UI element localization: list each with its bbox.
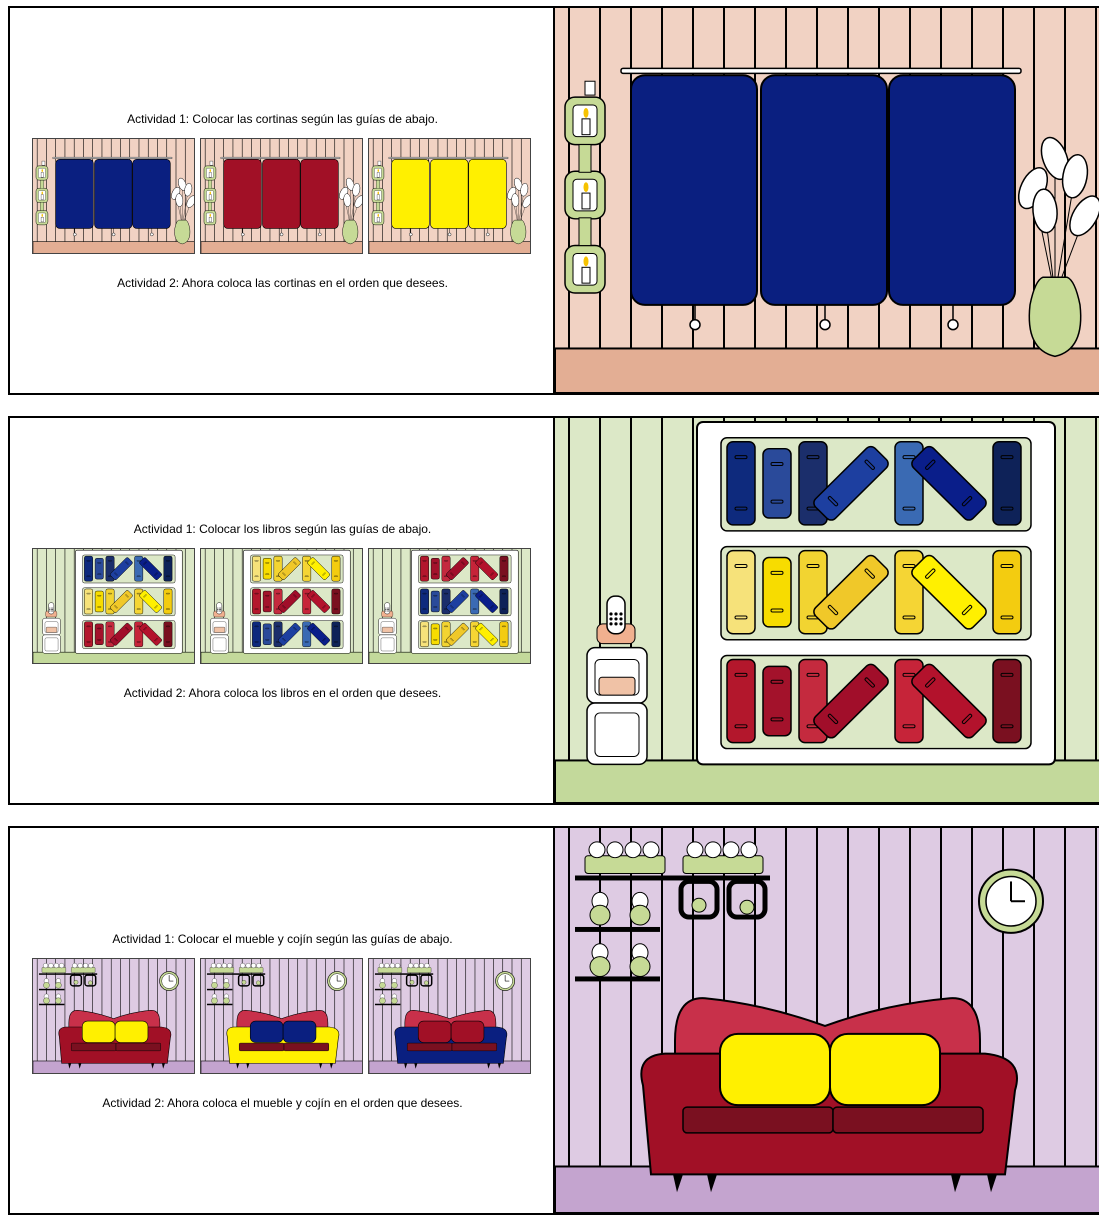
shelf-link bbox=[376, 180, 380, 188]
book bbox=[95, 591, 103, 612]
curtain-pull-knob bbox=[820, 320, 830, 330]
book bbox=[993, 659, 1021, 742]
candle-icon bbox=[565, 171, 605, 219]
cushion bbox=[283, 1021, 316, 1042]
candle-icon bbox=[204, 211, 216, 225]
plant-pot-icon bbox=[223, 978, 229, 988]
planter bbox=[71, 967, 95, 972]
vase-icon bbox=[343, 220, 358, 244]
book bbox=[727, 442, 755, 525]
book bbox=[431, 624, 439, 645]
succulent bbox=[625, 842, 641, 858]
seat-cushion bbox=[239, 1043, 284, 1051]
planter bbox=[683, 856, 763, 874]
plant-pot-icon bbox=[55, 978, 61, 988]
plant-pot-icon bbox=[223, 994, 229, 1004]
plant-pot-icon bbox=[43, 978, 49, 988]
book bbox=[727, 659, 755, 742]
succulent bbox=[89, 963, 94, 968]
shelf-icon bbox=[207, 1004, 232, 1005]
succulent bbox=[72, 963, 77, 968]
planter bbox=[585, 856, 665, 874]
scene-books[interactable] bbox=[555, 418, 1099, 803]
curtain-rod bbox=[621, 68, 1021, 73]
succulent bbox=[240, 963, 245, 968]
clock-icon bbox=[160, 972, 179, 991]
succulent bbox=[425, 963, 430, 968]
planter bbox=[239, 967, 263, 972]
succulent bbox=[414, 963, 419, 968]
floor bbox=[555, 348, 1099, 393]
book bbox=[420, 556, 428, 581]
shelf-link bbox=[40, 202, 44, 210]
curtain-pull-knob bbox=[318, 233, 321, 236]
instructions-panel bbox=[10, 828, 555, 1213]
book bbox=[727, 551, 755, 634]
clock-icon bbox=[328, 972, 347, 991]
cushion bbox=[418, 1021, 451, 1042]
seat-cushion bbox=[683, 1107, 833, 1133]
book bbox=[252, 622, 260, 647]
book bbox=[252, 589, 260, 614]
guide-thumb-1[interactable] bbox=[32, 138, 195, 254]
activity-2-text: Actividad 2: Ahora coloca los libros en el orden que desees. bbox=[123, 686, 442, 700]
vase-icon bbox=[1029, 277, 1080, 356]
succulent bbox=[257, 963, 262, 968]
book bbox=[500, 556, 508, 581]
book bbox=[332, 556, 340, 581]
seat-cushion bbox=[71, 1043, 116, 1051]
succulent bbox=[211, 963, 216, 968]
curtain-pull-knob bbox=[409, 233, 412, 236]
book bbox=[763, 666, 791, 735]
curtain-panel bbox=[469, 159, 507, 228]
curtain-pull-knob bbox=[948, 320, 958, 330]
shelf-link bbox=[579, 218, 591, 246]
succulent bbox=[251, 963, 256, 968]
candle-icon bbox=[372, 188, 384, 202]
shelf-link bbox=[376, 202, 380, 210]
candle-icon bbox=[565, 97, 605, 145]
guide-thumb-2[interactable] bbox=[200, 138, 363, 254]
activity-1-text: Actividad 1: Colocar el mueble y cojín según las guías de abajo. bbox=[112, 932, 453, 946]
curtain-pull-knob bbox=[280, 233, 283, 236]
succulent bbox=[643, 842, 659, 858]
sofa bbox=[227, 1010, 339, 1068]
plant-pot-icon bbox=[379, 978, 385, 988]
cushion bbox=[830, 1034, 940, 1105]
succulent bbox=[589, 842, 605, 858]
succulent bbox=[379, 963, 384, 968]
succulent bbox=[408, 963, 413, 968]
candle-icon bbox=[372, 166, 384, 180]
shelf-link bbox=[208, 202, 212, 210]
activity-2-text: Actividad 2: Ahora coloca las cortinas en el orden que desees. bbox=[117, 276, 448, 290]
cushion bbox=[451, 1021, 484, 1042]
book bbox=[164, 556, 172, 581]
cushion bbox=[115, 1021, 148, 1042]
succulent bbox=[607, 842, 623, 858]
shelf-link bbox=[208, 180, 212, 188]
cushion bbox=[250, 1021, 283, 1042]
book bbox=[431, 591, 439, 612]
curtain-panel bbox=[224, 159, 262, 228]
book bbox=[164, 622, 172, 647]
succulent bbox=[687, 842, 703, 858]
curtain-rod bbox=[53, 157, 172, 158]
sofa bbox=[395, 1010, 507, 1068]
succulent bbox=[54, 963, 59, 968]
succulent bbox=[395, 963, 400, 968]
candle-icon bbox=[36, 211, 48, 225]
floor bbox=[201, 652, 363, 664]
succulent bbox=[705, 842, 721, 858]
succulent bbox=[59, 963, 64, 968]
shelf-link bbox=[40, 180, 44, 188]
succulent bbox=[723, 842, 739, 858]
curtain-panel bbox=[262, 159, 300, 228]
curtain-pull-knob bbox=[112, 233, 115, 236]
succulent bbox=[419, 963, 424, 968]
shelf-hook bbox=[42, 161, 45, 165]
shelf-icon bbox=[39, 1004, 64, 1005]
scene-curtains[interactable] bbox=[555, 8, 1099, 393]
candle-icon bbox=[372, 211, 384, 225]
floor bbox=[369, 242, 531, 254]
activity-1-text: Actividad 1: Colocar las cortinas según las guías de abajo. bbox=[127, 112, 438, 126]
planter bbox=[378, 967, 402, 972]
plant-pot-icon bbox=[211, 978, 217, 988]
curtain-pull-knob bbox=[150, 233, 153, 236]
scene-sofa[interactable] bbox=[555, 828, 1099, 1213]
plant-pot-icon bbox=[590, 944, 610, 977]
clock-icon bbox=[979, 870, 1043, 933]
plant-pot-icon bbox=[391, 978, 397, 988]
planter bbox=[42, 967, 66, 972]
floor bbox=[369, 652, 531, 664]
book bbox=[95, 558, 103, 579]
curtain-panel bbox=[301, 159, 339, 228]
plant-pot-icon bbox=[43, 994, 49, 1004]
guide-thumb-3[interactable] bbox=[368, 548, 531, 664]
candle-icon bbox=[36, 166, 48, 180]
book bbox=[763, 558, 791, 627]
succulent bbox=[217, 963, 222, 968]
curtain-panel bbox=[392, 159, 430, 228]
book bbox=[84, 622, 92, 647]
curtain-panel bbox=[430, 159, 468, 228]
plant-pot-icon bbox=[211, 994, 217, 1004]
guide-thumb-2[interactable] bbox=[200, 548, 363, 664]
instructions-panel bbox=[10, 418, 555, 803]
book bbox=[332, 589, 340, 614]
shelf-icon bbox=[375, 1004, 400, 1005]
guide-thumb-3[interactable] bbox=[368, 958, 531, 1074]
guide-thumb-3[interactable] bbox=[368, 138, 531, 254]
succulent bbox=[246, 963, 251, 968]
shelf-icon bbox=[575, 976, 660, 981]
seat-cushion bbox=[284, 1043, 329, 1051]
planter bbox=[210, 967, 234, 972]
cushion bbox=[82, 1021, 115, 1042]
seat-cushion bbox=[116, 1043, 161, 1051]
book bbox=[993, 551, 1021, 634]
candle-icon bbox=[204, 188, 216, 202]
shelf-icon bbox=[575, 927, 660, 932]
guide-thumb-1[interactable] bbox=[32, 548, 195, 664]
shelf-icon bbox=[207, 989, 232, 990]
seat-cushion bbox=[407, 1043, 452, 1051]
curtain-pull-knob bbox=[690, 320, 700, 330]
curtain-panel bbox=[889, 75, 1015, 305]
activity-card-books bbox=[8, 416, 1099, 805]
sofa bbox=[641, 998, 1017, 1192]
shelf-hook bbox=[210, 161, 213, 165]
plant-pot-icon bbox=[55, 994, 61, 1004]
planter bbox=[407, 967, 431, 972]
curtain-pull-knob bbox=[241, 233, 244, 236]
succulent bbox=[227, 963, 232, 968]
plant-pot-icon bbox=[391, 994, 397, 1004]
book bbox=[431, 558, 439, 579]
guide-thumb-1[interactable] bbox=[32, 958, 195, 1074]
book bbox=[500, 622, 508, 647]
vase-icon bbox=[511, 220, 526, 244]
activity-card-sofa bbox=[8, 826, 1099, 1215]
succulent bbox=[222, 963, 227, 968]
book bbox=[500, 589, 508, 614]
book bbox=[763, 449, 791, 518]
curtain-pull-knob bbox=[448, 233, 451, 236]
curtain-panel bbox=[133, 159, 171, 228]
clock-icon bbox=[496, 972, 515, 991]
succulent bbox=[83, 963, 88, 968]
curtain-pull-knob bbox=[486, 233, 489, 236]
curtain-panel bbox=[631, 75, 757, 305]
book bbox=[420, 622, 428, 647]
book bbox=[993, 442, 1021, 525]
plant-pot-icon bbox=[630, 892, 650, 925]
floor bbox=[201, 242, 363, 254]
sofa bbox=[59, 1010, 171, 1068]
curtain-panel bbox=[94, 159, 132, 228]
vase-icon bbox=[175, 220, 190, 244]
candle-icon bbox=[204, 166, 216, 180]
succulent bbox=[49, 963, 54, 968]
floor bbox=[555, 760, 1099, 803]
book bbox=[84, 556, 92, 581]
succulent bbox=[43, 963, 48, 968]
shelf-hook bbox=[378, 161, 381, 165]
plant-pot-icon bbox=[630, 944, 650, 977]
cushion bbox=[720, 1034, 830, 1105]
seat-cushion bbox=[833, 1107, 983, 1133]
book bbox=[263, 624, 271, 645]
curtain-rod bbox=[389, 157, 508, 158]
book bbox=[84, 589, 92, 614]
plant-pot-icon bbox=[590, 892, 610, 925]
curtain-panel bbox=[761, 75, 887, 305]
shelf-icon bbox=[375, 989, 400, 990]
book bbox=[263, 591, 271, 612]
shelf-link bbox=[579, 145, 591, 173]
curtain-rod bbox=[221, 157, 340, 158]
seat-cushion bbox=[452, 1043, 497, 1051]
floor bbox=[33, 242, 195, 254]
candle-icon bbox=[565, 246, 605, 294]
shelf-icon bbox=[39, 989, 64, 990]
shelf-hook bbox=[585, 81, 595, 95]
book bbox=[252, 556, 260, 581]
guide-thumb-2[interactable] bbox=[200, 958, 363, 1074]
succulent bbox=[741, 842, 757, 858]
activity-card-curtains bbox=[8, 6, 1099, 395]
book bbox=[332, 622, 340, 647]
book bbox=[95, 624, 103, 645]
book bbox=[420, 589, 428, 614]
plant-pot-icon bbox=[379, 994, 385, 1004]
book bbox=[164, 589, 172, 614]
curtain-panel bbox=[56, 159, 94, 228]
floor bbox=[33, 652, 195, 664]
succulent bbox=[385, 963, 390, 968]
curtain-pull-knob bbox=[73, 233, 76, 236]
book bbox=[263, 558, 271, 579]
instructions-panel bbox=[10, 8, 555, 393]
activity-1-text: Actividad 1: Colocar los libros según las guías de abajo. bbox=[133, 522, 432, 536]
succulent bbox=[390, 963, 395, 968]
activity-2-text: Actividad 2: Ahora coloca el mueble y cojín en el orden que desees. bbox=[102, 1096, 463, 1110]
candle-icon bbox=[36, 188, 48, 202]
succulent bbox=[78, 963, 83, 968]
